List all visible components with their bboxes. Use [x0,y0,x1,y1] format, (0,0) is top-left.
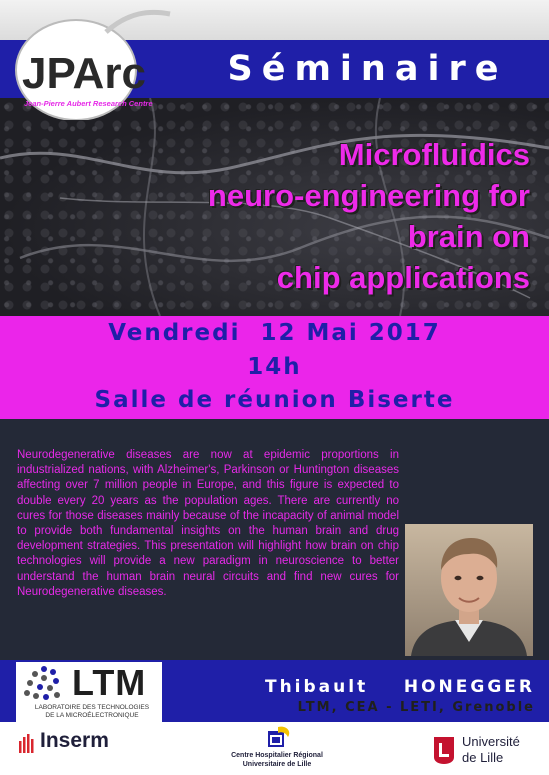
jparc-logo [10,2,180,120]
speaker-affiliation: LTM, CEA - LETI, Grenoble [297,700,535,715]
universite-lille-logo-icon [432,735,456,765]
event-time: 14h [247,354,302,380]
inserm-logo-icon [18,733,36,755]
event-date: Vendredi 12 Mai 2017 [108,320,441,346]
abstract-text: Neurodegenerative diseases are now at epidemic proportions in industrialized nations, with Alzheimer's, Parkinson or Huntington diseases affecting over 7 million people in Europe, and this figure is expected to double every 20 years as the population ages. There are currently no cures for those diseases mainly because of the incapacity of animal model to provide both fundamental insights on the human brain and drug development strategies. This presentation will highlight how brain on chip technologies will provide a new paradigm in neuroscience to better understand the human brain neural circuits and find new cures for Neurodegenerative diseases. [17,449,399,598]
ltm-logo-subtitle: DE LA MICROÉLECTRONIQUE [45,712,139,719]
ltm-logo-subtitle: LABORATOIRE DES TECHNOLOGIES [34,704,150,711]
seminar-banner: Séminaire [227,49,508,89]
chru-logo-icon [262,725,292,749]
chru-logo-text: Universitaire de Lille [242,761,312,768]
seminar-title [150,134,530,298]
title-line: chip applications [276,260,530,295]
title-line: Microfluidics [338,137,530,172]
universite-lille-logo-text: Université [462,734,520,749]
speaker-portrait [405,524,533,656]
jparc-logo-tagline: Jean-Pierre Aubert Research Centre [24,99,153,108]
ltm-dots-icon [22,664,64,704]
title-line: neuro-engineering for [207,178,530,213]
chru-logo-text: Centre Hospitalier Régional [231,752,323,759]
event-room: Salle de réunion Biserte [94,387,455,413]
speaker-name: Thibault HONEGGER [264,677,535,697]
jparc-logo-text: JPArc [22,49,146,98]
title-line: brain on [407,219,530,254]
ltm-logo-text: LTM [72,662,147,703]
universite-lille-logo-text: de Lille [462,750,504,765]
inserm-logo-text: Inserm [40,729,109,752]
